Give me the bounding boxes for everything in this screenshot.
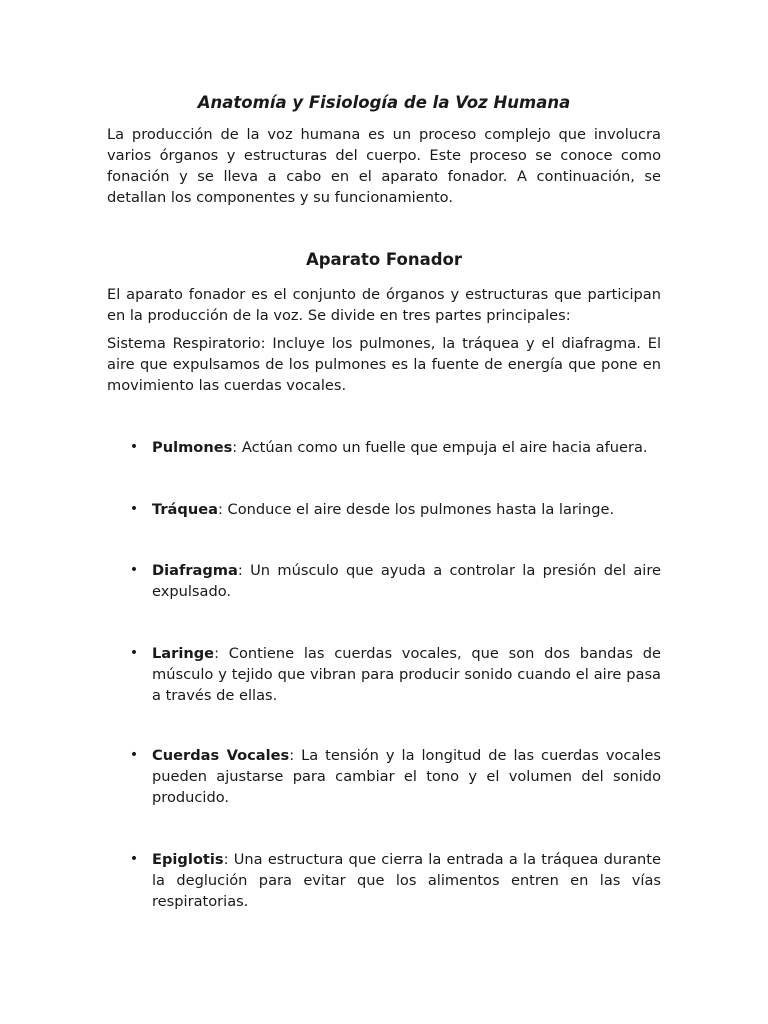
list-item-term: Laringe <box>152 645 215 662</box>
section-title: Aparato Fonador <box>305 250 463 269</box>
list-item-text: : Conduce el aire desde los pulmones hasta la laringe. <box>217 501 615 518</box>
list-item <box>129 849 661 912</box>
list-item-text: : Una estructura que cierra la entrada a la tráquea durante la deglución para evitar que los alimentos entren en las vías respiratorias. <box>152 851 661 910</box>
list-item-text: : Un músculo que ayuda a controlar la presión del aire expulsado. <box>152 562 661 600</box>
list-item <box>129 499 661 520</box>
section-intro-paragraph: El aparato fonador es el conjunto de órganos y estructuras que participan en la producción de la voz. Se divide en tres partes principales: <box>107 286 661 324</box>
list-item <box>129 437 661 458</box>
list-item-text: : Contiene las cuerdas vocales, que son dos bandas de músculo y tejido que vibran para producir sonido cuando el aire pasa a través de ellas. <box>152 645 661 704</box>
bullet-icon: • <box>129 747 139 763</box>
list-item <box>129 745 661 808</box>
list-item-term: Diafragma <box>152 562 238 579</box>
bullet-icon: • <box>129 439 139 455</box>
list-item-term: Epiglotis <box>152 851 224 868</box>
bullet-icon: • <box>129 645 139 661</box>
list-item-text: : Actúan como un fuelle que empuja el aire hacia afuera. <box>232 439 648 456</box>
list-item-term: Pulmones <box>152 439 233 456</box>
bullet-icon: • <box>129 851 139 867</box>
intro-paragraph: La producción de la voz humana es un proceso complejo que involucra varios órganos y estructuras del cuerpo. Este proceso se conoce como fonación y se lleva a cabo en el aparato fonador. A continuación, se detallan los componentes y su funcionamiento. <box>107 126 661 206</box>
bullet-icon: • <box>129 501 139 517</box>
list-item-text: : La tensión y la longitud de las cuerdas vocales pueden ajustarse para cambiar el tono y el volumen del sonido producido. <box>152 747 661 806</box>
page-title: Anatomía y Fisiología de la Voz Humana <box>197 93 571 112</box>
list-item-term: Tráquea <box>152 501 218 518</box>
list-item-term: Cuerdas Vocales <box>152 747 290 764</box>
bullet-icon: • <box>129 562 139 578</box>
respiratory-system-paragraph: Sistema Respiratorio: Incluye los pulmones, la tráquea y el diafragma. El aire que expulsamos de los pulmones es la fuente de energía que pone en movimiento las cuerdas vocales. <box>107 335 661 394</box>
list-item <box>129 560 661 602</box>
list-item <box>129 643 661 706</box>
